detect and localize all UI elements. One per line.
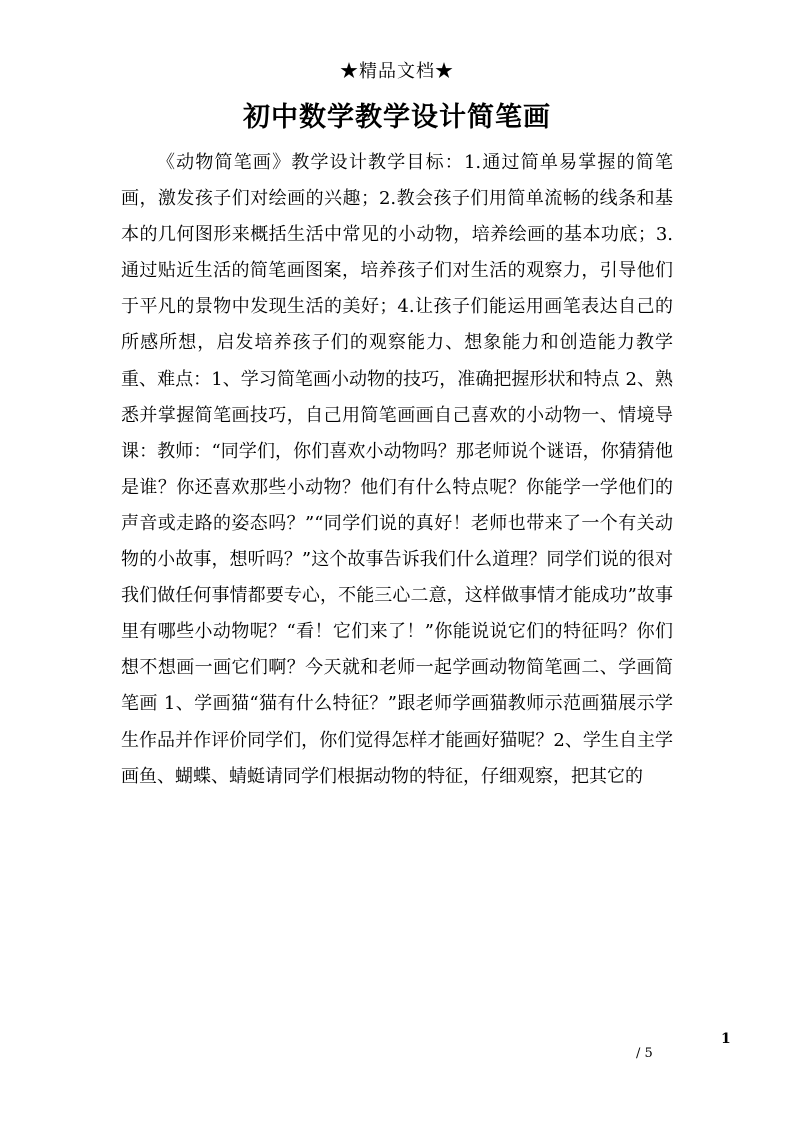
document-title: 初中数学教学设计简笔画 [243,102,551,133]
body-paragraph: 《动物简笔画》教学设计教学目标：1.通过简单易掌握的简笔画，激发孩子们对绘画的兴趣；2.教会孩子们用简单流畅的线条和基本的几何图形来概括生活中常见的小动物，培养绘画的基本功底；3.通过贴近生活的简笔画图案，培养孩子们对生活的观察力，引导他们于平凡的景物中发现生活的美好；4.让孩子们能运用画笔表达自己的所感所想，启发培养孩子们的观察能力、想象能力和创造能力教学重、难点：1、学习简笔画小动物的技巧，准确把握形状和特点 2、熟悉并掌握简笔画技巧，自己用简笔画画自己喜欢的小动物一、情境导课：教师：“同学们，你们喜欢小动物吗？那老师说个谜语，你猜猜他是谁？你还喜欢那些小动物？他们有什么特点呢？你能学一学他们的声音或走路的姿态吗？”“同学们说的真好！老师也带来了一个有关动物的小故事，想听吗？”这个故事告诉我们什么道理？同学们说的很对我们做任何事情都要专心，不能三心二意，这样做事情才能成功”故事里有哪些小动物呢？“看！它们来了！”你能说说它们的特征吗？你们想不想画一画它们啊？今天就和老师一起学画动物简笔画二、学画简笔画 1、学画猫“猫有什么特征？”跟老师学画猫教师示范画猫展示学生作品并作评价同学们，你们觉得怎样才能画好猫呢？2、学生自主学画鱼、蝴蝶、蜻蜓请同学们根据动物的特征，仔细观察，把其它的 [121,152,673,787]
page-count: / 5 [636,1046,653,1061]
page-number: 1 [721,1031,731,1047]
page-header: ★精品文档★ [340,61,454,82]
